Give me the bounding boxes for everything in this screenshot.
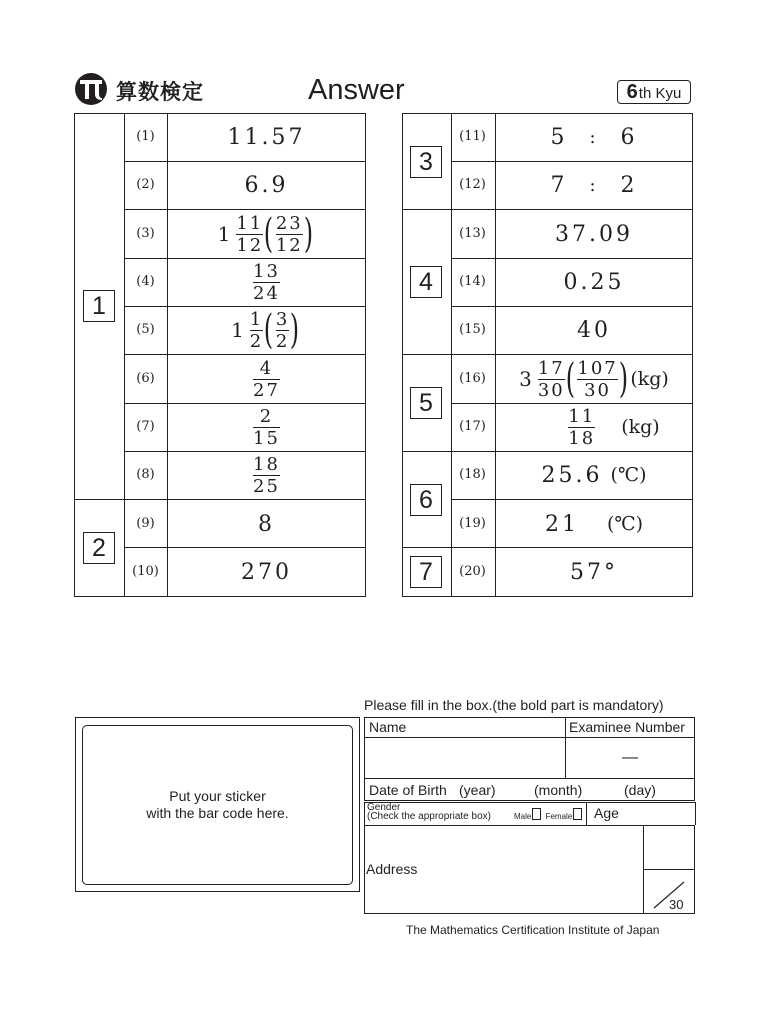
answer-13 — [495, 210, 693, 258]
answer-14 — [495, 258, 693, 306]
question-label-12: (12) — [459, 177, 486, 192]
answer-9-value: 8 — [258, 511, 275, 537]
question-label-20: (20) — [459, 564, 486, 579]
footer-organization: The Mathematics Certification Institute of Japan — [406, 923, 660, 937]
dob-month-label: (month) — [534, 782, 583, 798]
answer-14-value: 0.25 — [563, 269, 625, 295]
denominator: 18 — [568, 427, 596, 449]
answer-16: 3 $\frac{17}{30}$ ( $\frac{107}{30}$ ) (kg) — [519, 356, 669, 402]
logo-text: 算数検定 — [116, 80, 204, 104]
answer-3: 1 $\frac{11}{12}$ ( $\frac{23}{12}$ ) — [217, 211, 315, 257]
denominator: 12 — [236, 234, 264, 256]
question-label-1: (1) — [136, 129, 155, 144]
section-3-box: 3 — [410, 146, 442, 178]
answer-15 — [495, 306, 693, 354]
answer-2 — [167, 161, 366, 209]
section-7-box: 7 — [410, 556, 442, 588]
question-label-11: (11) — [459, 129, 486, 144]
numerator: 3 — [275, 308, 290, 330]
answer-16-alt-fraction — [577, 359, 617, 400]
denominator: 15 — [253, 427, 280, 449]
denominator: 2 — [249, 330, 264, 352]
question-label-16: (16) — [459, 371, 486, 386]
answer-1 — [167, 113, 366, 161]
page-title: Answer — [308, 74, 405, 106]
address-field[interactable] — [420, 827, 640, 911]
ratio-separator: : — [589, 174, 599, 196]
dob-day-label: (day) — [624, 782, 656, 798]
denominator: 30 — [537, 379, 565, 401]
answer-4 — [167, 258, 366, 306]
male-checkbox[interactable] — [532, 808, 541, 820]
answer-12-right: 2 — [620, 172, 638, 198]
answer-18-unit: (℃) — [610, 464, 647, 486]
logo-icon — [74, 72, 108, 106]
address-label: Address — [366, 861, 418, 877]
answer-16-whole: 3 — [519, 367, 535, 391]
answer-17-fraction — [568, 407, 595, 448]
answer-19-value: 21 — [544, 511, 579, 537]
answer-19-unit: (℃) — [606, 513, 644, 535]
question-label-10: (10) — [132, 564, 159, 579]
fill-in-note: Please fill in the box.(the bold part is mandatory) — [364, 697, 664, 713]
grade-number: 6 — [626, 81, 638, 103]
answer-20-value: 57° — [570, 559, 618, 585]
question-label-13: (13) — [459, 226, 486, 241]
answer-19 — [495, 500, 693, 548]
denominator: 25 — [253, 475, 280, 497]
sticker-instruction-line1: Put your sticker — [169, 788, 266, 804]
answer-5: 1 $\frac{1}{2}$ ( $\frac{3}{2}$ ) — [231, 307, 302, 353]
question-label-14: (14) — [459, 274, 486, 289]
answer-12-left: 7 — [550, 172, 568, 198]
numerator: 17 — [537, 357, 565, 379]
name-field[interactable] — [366, 739, 564, 777]
answer-5-whole: 1 — [231, 318, 247, 342]
answer-11-left: 5 — [550, 124, 568, 150]
question-label-19: (19) — [459, 516, 486, 531]
denominator: 24 — [253, 282, 280, 304]
question-label-7: (7) — [136, 419, 155, 434]
grade-suffix: th Kyu — [638, 85, 682, 102]
question-label-18: (18) — [459, 467, 486, 482]
answer-2-value: 6.9 — [244, 172, 289, 198]
section-5-box: 5 — [410, 387, 442, 419]
ratio-separator: : — [589, 126, 599, 148]
question-label-6: (6) — [136, 371, 155, 386]
answer-18 — [495, 451, 693, 499]
denominator: 12 — [275, 234, 303, 256]
numerator: 18 — [253, 453, 280, 475]
denominator: 30 — [584, 379, 611, 401]
question-label-15: (15) — [459, 322, 486, 337]
answer-16-fraction — [538, 359, 565, 400]
section-4-box: 4 — [410, 266, 442, 298]
numerator: 11 — [568, 405, 596, 427]
answer-15-value: 40 — [577, 317, 611, 343]
question-label-8: (8) — [136, 467, 155, 482]
answer-12 — [495, 161, 693, 209]
female-checkbox[interactable] — [573, 808, 582, 820]
section-6-box: 6 — [410, 484, 442, 516]
answer-11-right: 6 — [620, 124, 638, 150]
male-label: Male — [514, 812, 532, 821]
answer-13-value: 37.09 — [555, 221, 633, 247]
numerator: 23 — [275, 212, 303, 234]
gender-label: Gender — [367, 802, 401, 813]
answer-8 — [167, 451, 366, 499]
answer-3-alt-fraction — [276, 214, 303, 255]
gender-options — [514, 808, 582, 822]
female-label: Female — [545, 812, 573, 821]
answer-16-unit: (kg) — [630, 368, 669, 390]
score-total: 30 — [669, 897, 684, 912]
numerator: 1 — [249, 308, 264, 330]
grade-badge — [617, 80, 691, 104]
numerator: 4 — [259, 357, 274, 379]
numerator: 11 — [236, 212, 264, 234]
denominator: 27 — [253, 379, 280, 401]
numerator: 2 — [259, 405, 274, 427]
answer-10-value: 270 — [241, 559, 292, 585]
answer-3-fraction — [236, 214, 263, 255]
numerator: 107 — [577, 357, 618, 379]
answer-11 — [495, 113, 693, 161]
question-label-9: (9) — [136, 516, 155, 531]
answer-3-whole: 1 — [217, 222, 234, 246]
question-label-3: (3) — [136, 226, 155, 241]
answer-6-fraction — [253, 359, 280, 400]
section-2-box: 2 — [83, 532, 115, 564]
answer-5-fraction — [250, 310, 263, 351]
numerator: 13 — [253, 260, 280, 282]
answer-17-unit: (kg) — [621, 416, 660, 438]
answer-17 — [495, 403, 693, 451]
answer-7 — [167, 403, 366, 451]
question-label-4: (4) — [136, 274, 155, 289]
answer-4-fraction — [253, 262, 280, 303]
examinee-number-field[interactable]: — — [622, 749, 638, 766]
question-label-17: (17) — [459, 419, 486, 434]
dob-year-label: (year) — [459, 782, 496, 798]
section-1-box: 1 — [83, 290, 115, 322]
examinee-number-label: Examinee Number — [569, 719, 685, 735]
sticker-instruction-line2: with the bar code here. — [146, 805, 289, 821]
age-label: Age — [594, 805, 619, 821]
answer-9 — [167, 500, 366, 548]
answer-10 — [167, 548, 366, 596]
gender-hint: (Check the appropriate box) — [367, 811, 491, 822]
answer-7-fraction — [253, 407, 280, 448]
question-label-2: (2) — [136, 177, 155, 192]
answer-5-alt-fraction — [276, 310, 289, 351]
sticker-area — [82, 725, 353, 885]
answer-1-value: 11.57 — [227, 124, 306, 150]
answer-20 — [495, 548, 693, 596]
answer-6 — [167, 355, 366, 403]
answer-8-fraction — [253, 455, 280, 496]
answer-18-value: 25.6 — [541, 462, 603, 488]
denominator: 2 — [275, 330, 290, 352]
dob-label: Date of Birth — [369, 782, 447, 798]
name-label: Name — [369, 719, 407, 735]
question-label-5: (5) — [136, 322, 155, 337]
